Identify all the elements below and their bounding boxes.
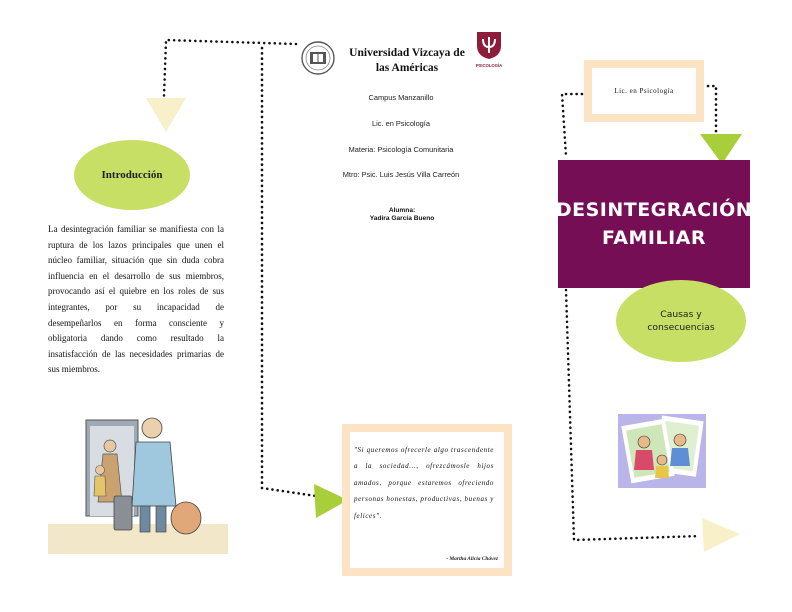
main-title-line1: DESINTEGRACIÓN [555, 199, 753, 221]
quote-card [350, 432, 504, 568]
arrow-down-left [146, 98, 186, 132]
main-title [556, 196, 752, 252]
student-label: Alumna: [388, 207, 416, 214]
dotted-connector-right-lic [708, 86, 716, 132]
quote-author: - Martha Alicia Chávez [446, 556, 498, 562]
main-title-line2: FAMILIAR [602, 227, 706, 249]
causes-line1: Causas y [660, 309, 702, 320]
university-name [342, 46, 472, 76]
psychology-logo [472, 30, 506, 74]
university-name-line2: las Américas [375, 62, 439, 74]
intro-heading: Introducción [101, 169, 163, 181]
dotted-connector-right-top [562, 94, 582, 156]
campus-text: Campus Manzanillo [368, 93, 434, 102]
intro-paragraph: La desintegración familiar se manifiesta con la ruptura de los lazos principales que unen el núcleo familiar, situación que sin duda cobra influencia en el desarrollo de sus miembros, provocando así el quiebre en los roles de sus integrantes, por su incapacidad de desempeñarlos en forma consciente y obligatoria dando como resultado la insatisfacción de las necesidades primarias de sus miembros. [48, 224, 224, 375]
family-photo-illustration [618, 414, 706, 488]
dotted-connector-left [164, 40, 296, 96]
student-info [346, 207, 458, 223]
family-leaving-illustration [48, 406, 228, 554]
quote-frame [342, 424, 512, 576]
title-block [555, 160, 753, 288]
teacher-text: Mtro: Psic. Luis Jesús Villa Carreón [342, 170, 460, 179]
dotted-connector-middle [262, 48, 316, 496]
causes-oval [616, 280, 746, 362]
degree-text: Lic. en Psicología [372, 119, 430, 128]
psi-shield-icon [474, 30, 504, 60]
intro-heading-oval [74, 140, 190, 210]
university-crest-logo [298, 40, 338, 76]
university-name-line1: Universidad Vizcaya de [349, 47, 465, 59]
psychology-logo-label: PSICOLOGÍA [475, 63, 503, 68]
arrow-right-bottom [702, 518, 740, 552]
degree-label: Lic. en Psicología [592, 68, 696, 114]
degree-label-frame [584, 60, 704, 122]
subject-text: Materia: Psicología Comunitaria [348, 145, 454, 154]
causes-line2: consecuencias [647, 322, 715, 333]
student-name: Yadira García Bueno [369, 215, 435, 222]
quote-text: "Si queremos ofrecerle algo trascendente a la sociedad..., ofrezcámosle hijos amados, porque estaremos ofreciendo personas honestas, productivas, buenas y felices". [354, 446, 495, 520]
